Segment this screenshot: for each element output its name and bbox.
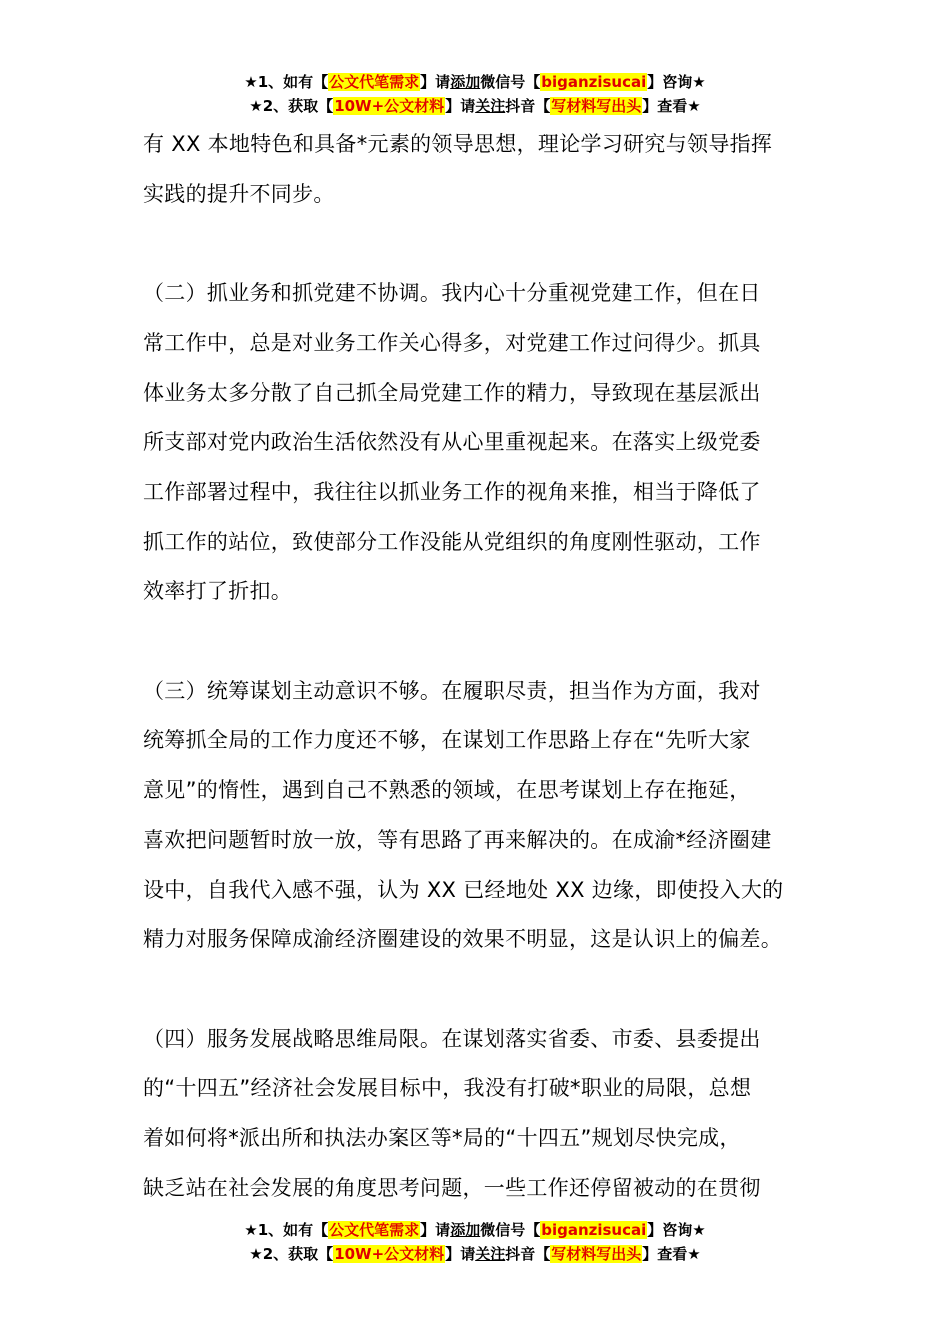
document-body — [143, 120, 811, 1213]
text-line: （三）统筹谋划主动意识不够。在履职尽责，担当作为方面，我对 — [143, 678, 761, 703]
text-line: 常工作中，总是对业务工作关心得多，对党建工作过问得少。抓具 — [143, 330, 761, 355]
banner-text: 抖音【 — [505, 97, 551, 115]
banner-text: ★1、如有【 — [244, 73, 329, 91]
bottom-banner — [0, 1218, 950, 1266]
top-banner — [0, 70, 950, 118]
text-line: 缺乏站在社会发展的角度思考问题，一些工作还停留被动的在贯彻 — [143, 1175, 761, 1200]
text-line: 实践的提升不同步。 — [143, 181, 335, 206]
paragraph-gap — [143, 965, 811, 1015]
text-line: （二）抓业务和抓党建不协调。我内心十分重视党建工作，但在日 — [143, 281, 761, 306]
text-line: 的“十四五”经济社会发展目标中，我没有打破*职业的局限，总想 — [143, 1076, 752, 1101]
banner-line-1 — [0, 1218, 950, 1242]
paragraph-continuation — [143, 120, 811, 219]
banner-text: 】请 — [445, 1245, 476, 1263]
banner-underlined-text: 关注 — [475, 97, 506, 115]
banner-text: 】请 — [420, 73, 451, 91]
banner-highlight: 公文代笔需求 — [329, 73, 420, 91]
text-line: 意见”的惰性，遇到自己不熟悉的领域，在思考谋划上存在拖延， — [143, 778, 751, 803]
paragraph-section-4 — [143, 1015, 811, 1214]
text-line: 着如何将*派出所和执法办案区等*局的“十四五”规划尽快完成， — [143, 1126, 741, 1151]
banner-text: 微信号【 — [480, 1221, 541, 1239]
banner-text: 】查看★ — [642, 97, 701, 115]
banner-underlined-text: 关注 — [475, 1245, 506, 1263]
banner-highlight: biganzisucai — [541, 73, 647, 91]
banner-text: ★1、如有【 — [244, 1221, 329, 1239]
paragraph-gap — [143, 617, 811, 667]
text-line: 统筹抓全局的工作力度还不够，在谋划工作思路上存在“先听大家 — [143, 728, 751, 753]
text-line: 设中，自我代入感不强，认为 XX 已经地处 XX 边缘，即使投入大的 — [143, 877, 784, 902]
banner-line-2 — [0, 94, 950, 118]
text-line: 抓工作的站位，致使部分工作没能从党组织的角度刚性驱动，工作 — [143, 529, 761, 554]
text-line: 工作部署过程中，我往往以抓业务工作的视角来推，相当于降低了 — [143, 479, 761, 504]
banner-text: 】查看★ — [642, 1245, 701, 1263]
banner-highlight: 写材料写出头 — [551, 97, 642, 115]
banner-text: 】请 — [445, 97, 476, 115]
text-line: 有 XX 本地特色和具备*元素的领导思想，理论学习研究与领导指挥 — [143, 132, 773, 156]
banner-underlined-text: 添加 — [450, 1221, 481, 1239]
banner-text: 】请 — [420, 1221, 451, 1239]
banner-highlight: 10W+公文材料 — [334, 1245, 445, 1263]
banner-highlight: biganzisucai — [541, 1221, 647, 1239]
banner-text: 抖音【 — [505, 1245, 551, 1263]
paragraph-section-2 — [143, 269, 811, 617]
banner-highlight: 公文代笔需求 — [329, 1221, 420, 1239]
banner-underlined-text: 添加 — [450, 73, 481, 91]
banner-text: ★2、获取【 — [249, 97, 334, 115]
banner-text: 】咨询★ — [647, 73, 706, 91]
banner-line-2 — [0, 1242, 950, 1266]
banner-text: 】咨询★ — [647, 1221, 706, 1239]
text-line: 体业务太多分散了自己抓全局党建工作的精力，导致现在基层派出 — [143, 380, 761, 405]
paragraph-gap — [143, 219, 811, 269]
banner-highlight: 10W+公文材料 — [334, 97, 445, 115]
banner-line-1 — [0, 70, 950, 94]
text-line: 效率打了折扣。 — [143, 579, 293, 604]
text-line: （四）服务发展战略思维局限。在谋划落实省委、市委、县委提出 — [143, 1026, 761, 1051]
banner-text: 微信号【 — [480, 73, 541, 91]
banner-highlight: 写材料写出头 — [551, 1245, 642, 1263]
text-line: 喜欢把问题暂时放一放，等有思路了再来解决的。在成渝*经济圈建 — [143, 827, 772, 852]
banner-text: ★2、获取【 — [249, 1245, 334, 1263]
text-line: 精力对服务保障成渝经济圈建设的效果不明显，这是认识上的偏差。 — [143, 927, 782, 952]
text-line: 所支部对党内政治生活依然没有从心里重视起来。在落实上级党委 — [143, 430, 761, 455]
paragraph-section-3 — [143, 667, 811, 965]
